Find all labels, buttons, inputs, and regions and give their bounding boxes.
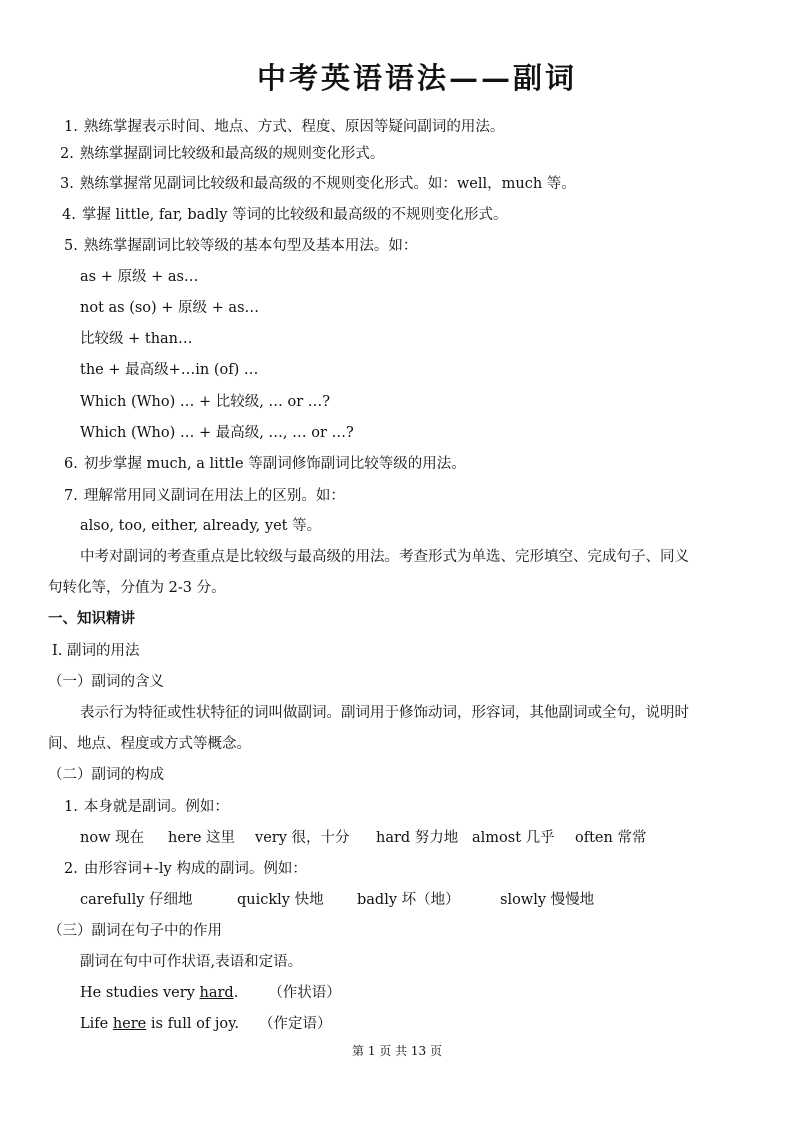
role-description: 副词在句中可作状语,表语和定语。 xyxy=(80,954,303,970)
example-sentence-2: Life here is full of joy. （作定语） xyxy=(80,1016,332,1032)
subheading: （二）副词的构成 xyxy=(48,767,164,783)
subheading: （一）副词的含义 xyxy=(48,674,164,690)
pattern-item: not as (so) + 原级 + as… xyxy=(80,300,260,316)
subheading: （三）副词在句子中的作用 xyxy=(48,923,222,939)
objective-2: 2. 熟练掌握副词比较级和最高级的规则变化形式。 xyxy=(60,146,385,162)
objective-4: 4. 掌握 little, far, badly 等词的比较级和最高级的不规则变化形式。 xyxy=(62,207,508,223)
exam-paragraph-line-1: 中考对副词的考查重点是比较级与最高级的用法。考查形式为单选、完形填空、完成句子、同义 xyxy=(80,549,689,565)
example-sentence-1: He studies very hard. （作状语） xyxy=(80,985,341,1001)
objective-3: 3. 熟练掌握常见副词比较级和最高级的不规则变化形式。如：well，much 等。 xyxy=(60,176,576,192)
section-heading: 一、知识精讲 xyxy=(48,610,135,627)
pattern-item: Which (Who) … + 比较级, … or …? xyxy=(80,394,331,410)
exam-paragraph-line-2: 句转化等，分值为 2-3 分。 xyxy=(48,580,226,596)
pattern-item: 比较级 + than… xyxy=(80,331,193,347)
pattern-item: as + 原级 + as… xyxy=(80,269,199,285)
example-word: hard 努力地 xyxy=(376,830,459,846)
example-word: very 很，十分 xyxy=(255,830,350,846)
example-word: quickly 快地 xyxy=(237,892,324,908)
pattern-item: the + 最高级+…in (of) … xyxy=(80,362,259,378)
example-word: slowly 慢慢地 xyxy=(500,892,595,908)
objective-1: 1. 熟练掌握表示时间、地点、方式、程度、原因等疑问副词的用法。 xyxy=(64,119,505,135)
example-word: now 现在 xyxy=(80,830,145,846)
formation-item-2: 2. 由形容词+-ly 构成的副词。例如： xyxy=(64,861,307,877)
formation-item-1: 1. 本身就是副词。例如： xyxy=(64,799,229,815)
page-footer: 第 1 页 共 13 页 xyxy=(352,1044,442,1058)
example-word: badly 坏（地） xyxy=(357,892,460,908)
definition-line-1: 表示行为特征或性状特征的词叫做副词。副词用于修饰动词，形容词，其他副词或全句，说明时 xyxy=(80,705,689,721)
example-word: carefully 仔细地 xyxy=(80,892,193,908)
objective-7: 7. 理解常用同义副词在用法上的区别。如： xyxy=(64,488,345,504)
subheading: Ⅰ. 副词的用法 xyxy=(52,643,140,659)
objective-5: 5. 熟练掌握副词比较等级的基本句型及基本用法。如： xyxy=(64,238,418,254)
page-title: 中考英语语法——副词 xyxy=(256,61,577,95)
pattern-item: Which (Who) … + 最高级, …, … or …? xyxy=(80,425,354,441)
example-word: almost 几乎 xyxy=(472,830,555,846)
definition-line-2: 间、地点、程度或方式等概念。 xyxy=(48,736,251,752)
example-word: often 常常 xyxy=(575,830,647,846)
example-word: here 这里 xyxy=(168,830,236,846)
synonym-list: also, too, either, already, yet 等。 xyxy=(80,518,322,534)
objective-6: 6. 初步掌握 much, a little 等副词修饰副词比较等级的用法。 xyxy=(64,456,466,472)
